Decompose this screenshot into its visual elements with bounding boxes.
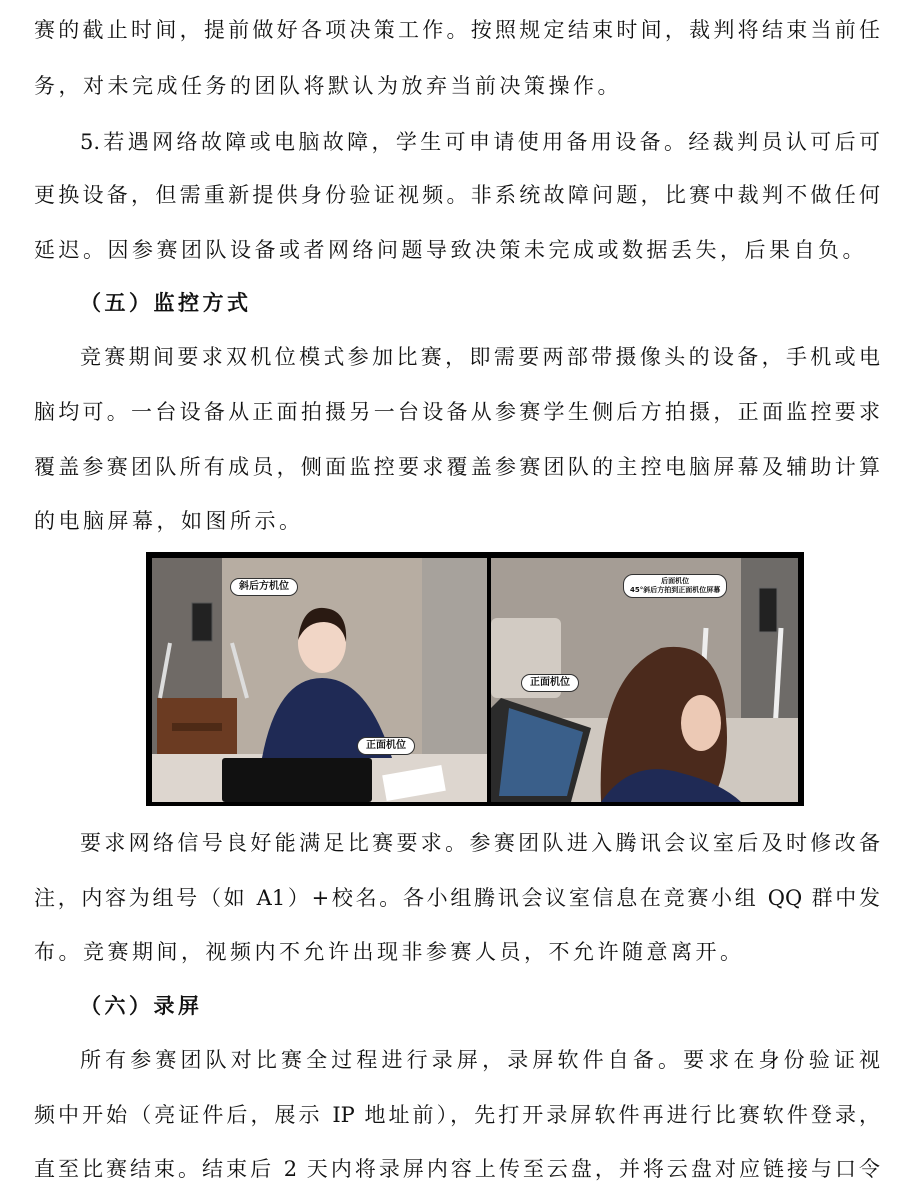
paragraph-line: 脑均可。一台设备从正面拍摄另一台设备从参赛学生侧后方拍摄，正面监控要求	[34, 400, 880, 424]
camera-setup-figure	[146, 552, 804, 806]
section-heading: （五）监控方式	[80, 290, 252, 315]
paragraph-line: 所有参赛团队对比赛全过程进行录屏，录屏软件自备。要求在身份验证视	[80, 1048, 880, 1072]
paragraph-line: 的电脑屏幕，如图所示。	[34, 509, 304, 533]
paragraph-line: 赛的截止时间，提前做好各项决策工作。按照规定结束时间，裁判将结束当前任	[34, 18, 880, 42]
paragraph-line: 延迟。因参赛团队设备或者网络问题导致决策未完成或数据丢失，后果自负。	[34, 238, 867, 262]
paragraph-line: 务，对未完成任务的团队将默认为放弃当前决策操作。	[34, 74, 622, 98]
figure-tag: 正面机位	[521, 674, 579, 692]
figure-tag-line: 45°斜后方拍到正面机位屏幕	[630, 586, 721, 594]
paragraph-line: 布。竞赛期间，视频内不允许出现非参赛人员，不允许随意离开。	[34, 940, 745, 964]
figure-tag: 正面机位	[357, 737, 415, 755]
paragraph-line: 直至比赛结束。结束后 2 天内将录屏内容上传至云盘，并将云盘对应链接与口令	[34, 1157, 880, 1181]
figure-tag	[623, 574, 727, 598]
rear-view-photo	[491, 558, 798, 802]
paragraph-line: 要求网络信号良好能满足比赛要求。参赛团队进入腾讯会议室后及时修改备	[80, 831, 880, 855]
figure-tag-line: 后面机位	[661, 577, 690, 585]
figure-tag: 斜后方机位	[230, 578, 298, 596]
paragraph-line: 5.若遇网络故障或电脑故障，学生可申请使用备用设备。经裁判员认可后可	[80, 130, 880, 154]
paragraph-line: 频中开始（亮证件后，展示 IP 地址前），先打开录屏软件再进行比赛软件登录，	[34, 1103, 880, 1127]
paragraph-line: 覆盖参赛团队所有成员，侧面监控要求覆盖参赛团队的主控电脑屏幕及辅助计算	[34, 455, 880, 479]
paragraph-line: 注，内容为组号（如 A1）+校名。各小组腾讯会议室信息在竞赛小组 QQ 群中发	[34, 886, 880, 910]
paragraph-line: 竞赛期间要求双机位模式参加比赛，即需要两部带摄像头的设备，手机或电	[80, 345, 880, 369]
front-view-photo	[152, 558, 487, 802]
front-view-illustration	[152, 558, 487, 802]
section-heading: （六）录屏	[80, 993, 203, 1018]
paragraph-line: 更换设备，但需重新提供身份验证视频。非系统故障问题，比赛中裁判不做任何	[34, 183, 880, 207]
